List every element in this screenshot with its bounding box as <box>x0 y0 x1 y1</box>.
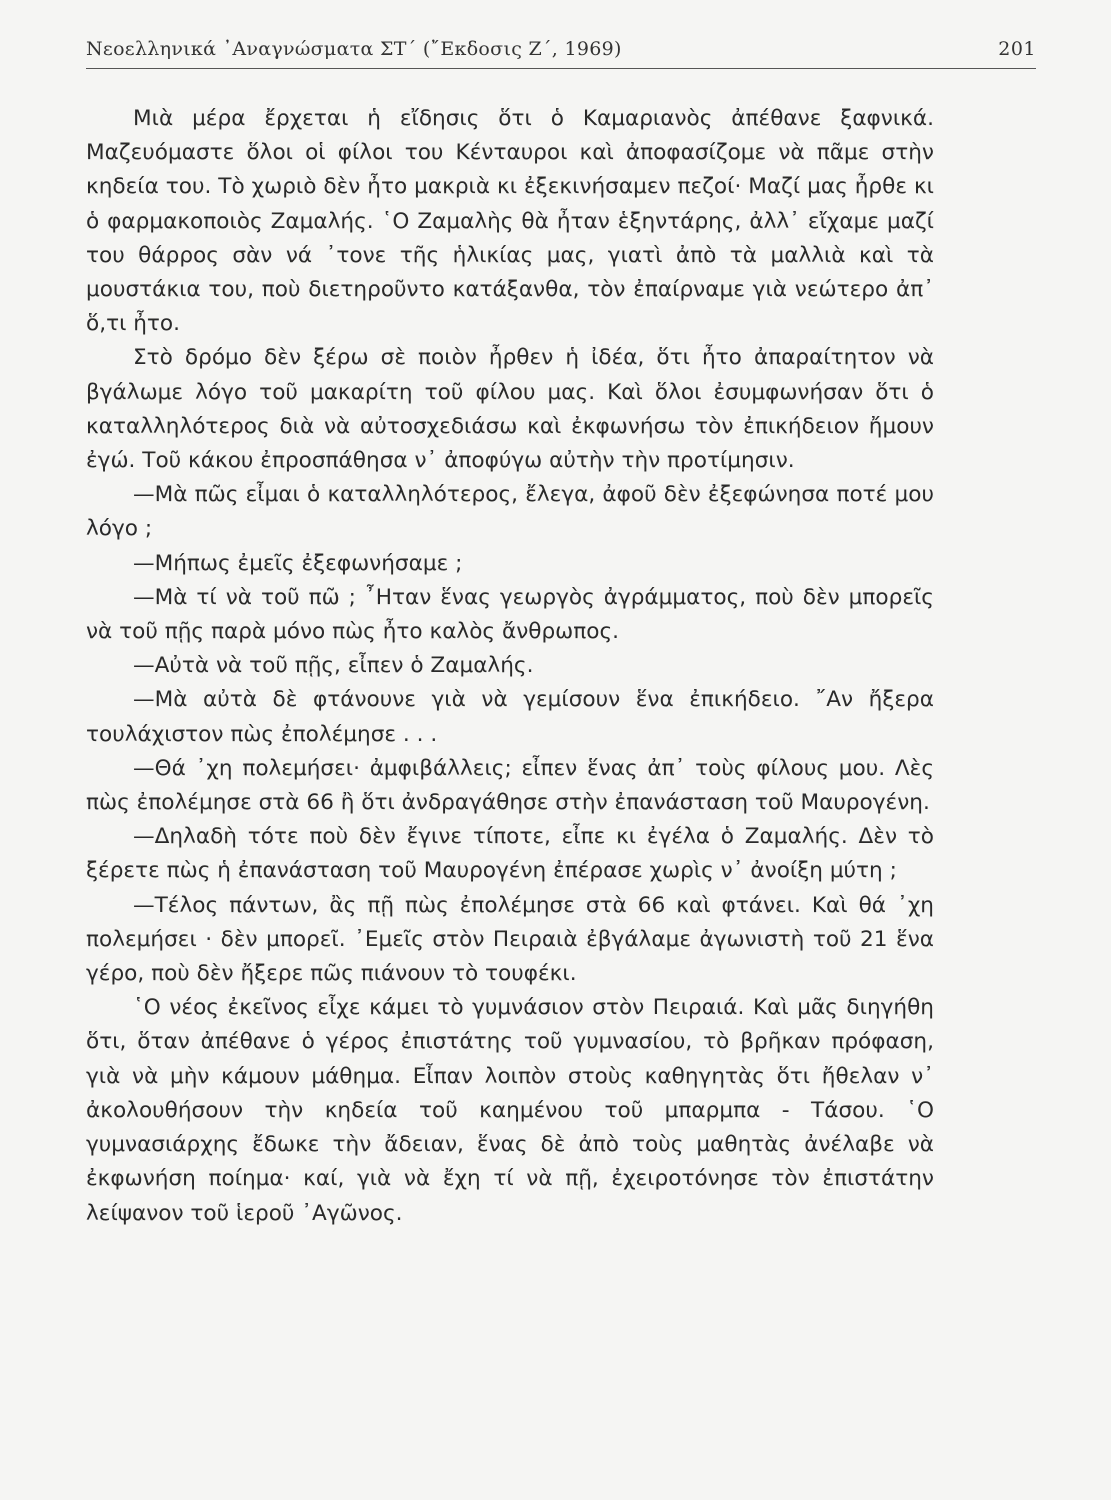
paragraph: —Μήπως ἐμεῖς ἐξεφωνήσαμε ; <box>133 550 463 576</box>
paragraph: —Μὰ πῶς εἶμαι ὁ καταλληλότερος, ἔλεγα, ἀφοῦ δὲν ἐξεφώνησα ποτέ μου λόγο ; <box>86 482 934 542</box>
paragraph: —Μὰ τί νὰ τοῦ πῶ ; ῏Ηταν ἕνας γεωργὸς ἀγράμματος, ποὺ δὲν μπορεῖς νὰ τοῦ πῇς παρὰ μόνο πὼς ἦτο καλὸς ἄνθρωπος. <box>86 584 934 645</box>
paragraph: —Αὐτὰ νὰ τοῦ πῇς, εἶπεν ὁ Ζαμαλής. <box>133 653 534 679</box>
running-header-title: Νεοελληνικά ᾿Αναγνώσματα ΣΤ΄ (῎Εκδοσις Ζ΄, 1969) <box>86 38 622 60</box>
paragraph: ῾Ο νέος ἐκεῖνος εἶχε κάμει τὸ γυμνάσιον στὸν Πειραιά. Καὶ μᾶς διηγήθη ὅτι, ὅταν ἀπέθανε ὁ γέρος ἐπιστάτης τοῦ γυμνασίου, τὸ βρῆκαν πρόφαση, γιὰ νὰ μὴν κάμουν μάθημα. Εἶπαν λοιπὸν στοὺς καθηγητὰς ὅτι ἤθελαν ν᾿ ἀκολουθήσουν τὴν κηδεία τοῦ καημένου τοῦ μπαρμπα - Τάσου. ῾Ο γυμνασιάρχης ἔδωκε τὴν ἄδειαν, ἕνας δὲ ἀπὸ τοὺς μαθητὰς ἀνέλαβε νὰ ἐκφωνήση ποίημα· καί, γιὰ νὰ ἔχη τί νὰ πῇ, ἐχειροτόνησε τὸν ἐπιστάτην λείψανον τοῦ ἱεροῦ ᾿Αγῶνος. <box>86 995 934 1226</box>
paragraph: —Μὰ αὐτὰ δὲ φτάνουνε γιὰ νὰ γεμίσουν ἕνα ἐπικήδειο. ῎Αν ἤξερα τουλάχιστον πὼς ἐπολέμησε . . . <box>86 687 934 747</box>
paragraph: —Τέλος πάντων, ἂς πῇ πὼς ἐπολέμησε στὰ 66 καὶ φτάνει. Καὶ θά ᾿χη πολεμήσει · δὲν μπορεῖ. ᾿Εμεῖς στὸν Πειραιὰ ἐβγάλαμε ἀγωνιστὴ τοῦ 21 ἕνα γέρο, ποὺ δὲν ἤξερε πῶς πιάνουν τὸ τουφέκι. <box>86 892 934 987</box>
paragraph: —Δηλαδὴ τότε ποὺ δὲν ἔγινε τίποτε, εἶπε κι ἐγέλα ὁ Ζαμαλής. Δὲν τὸ ξέρετε πὼς ἡ ἐπανάσταση τοῦ Μαυρογένη ἐπέρασε χωρὶς ν᾿ ἀνοίξη μύτη ; <box>86 824 934 884</box>
page-number: 201 <box>998 38 1036 60</box>
paragraph: Μιὰ μέρα ἔρχεται ἡ εἴδησις ὅτι ὁ Καμαριανὸς ἀπέθανε ξαφνικά. Μαζευόμαστε ὅλοι οἱ φίλοι του Κένταυροι καὶ ἀποφασίζομε νὰ πᾶμε στὴν κηδεία του. Τὸ χωριὸ δὲν ἦτο μακριὰ κι ἐξεκινήσαμεν πεζοί· Μαζί μας ἦρθε κι ὁ φαρμακοποιὸς Ζαμαλής. ῾Ο Ζαμαλὴς θὰ ἦταν ἑξηντάρης, ἀλλ᾿ εἴχαμε μαζί του θάρρος σὰν νά ᾿τονε τῆς ἡλικίας μας, γιατὶ ἀπὸ τὰ μαλλιὰ καὶ τὰ μουστάκια του, ποὺ διετηροῦντο κατάξανθα, τὸν ἐπαίρναμε γιὰ νεώτερο ἀπ᾿ ὅ,τι ἦτο. <box>86 106 934 337</box>
running-header <box>86 34 1036 70</box>
header-rule <box>86 68 1036 69</box>
paragraph: Στὸ δρόμο δὲν ξέρω σὲ ποιὸν ἦρθεν ἡ ἰδέα, ὅτι ἦτο ἀπαραίτητον νὰ βγάλωμε λόγο τοῦ μακαρίτη τοῦ φίλου μας. Καὶ ὅλοι ἐσυμφωνήσαν ὅτι ὁ καταλληλότερος διὰ νὰ αὐτοσχεδιάσω καὶ ἐκφωνήσω τὸν ἐπικήδειον ἤμουν ἐγώ. Τοῦ κάκου ἐπροσπάθησα ν᾿ ἀποφύγω αὐτὴν τὴν προτίμησιν. <box>86 345 934 474</box>
body-text <box>86 102 934 1231</box>
paragraph: —Θά ᾿χη πολεμήσει· ἀμφιβάλλεις; εἶπεν ἕνας ἀπ᾿ τοὺς φίλους μου. Λὲς πὼς ἐπολέμησε στὰ 66 ἢ ὅτι ἀνδραγάθησε στὴν ἐπανάσταση τοῦ Μαυρογένη. <box>86 755 934 816</box>
